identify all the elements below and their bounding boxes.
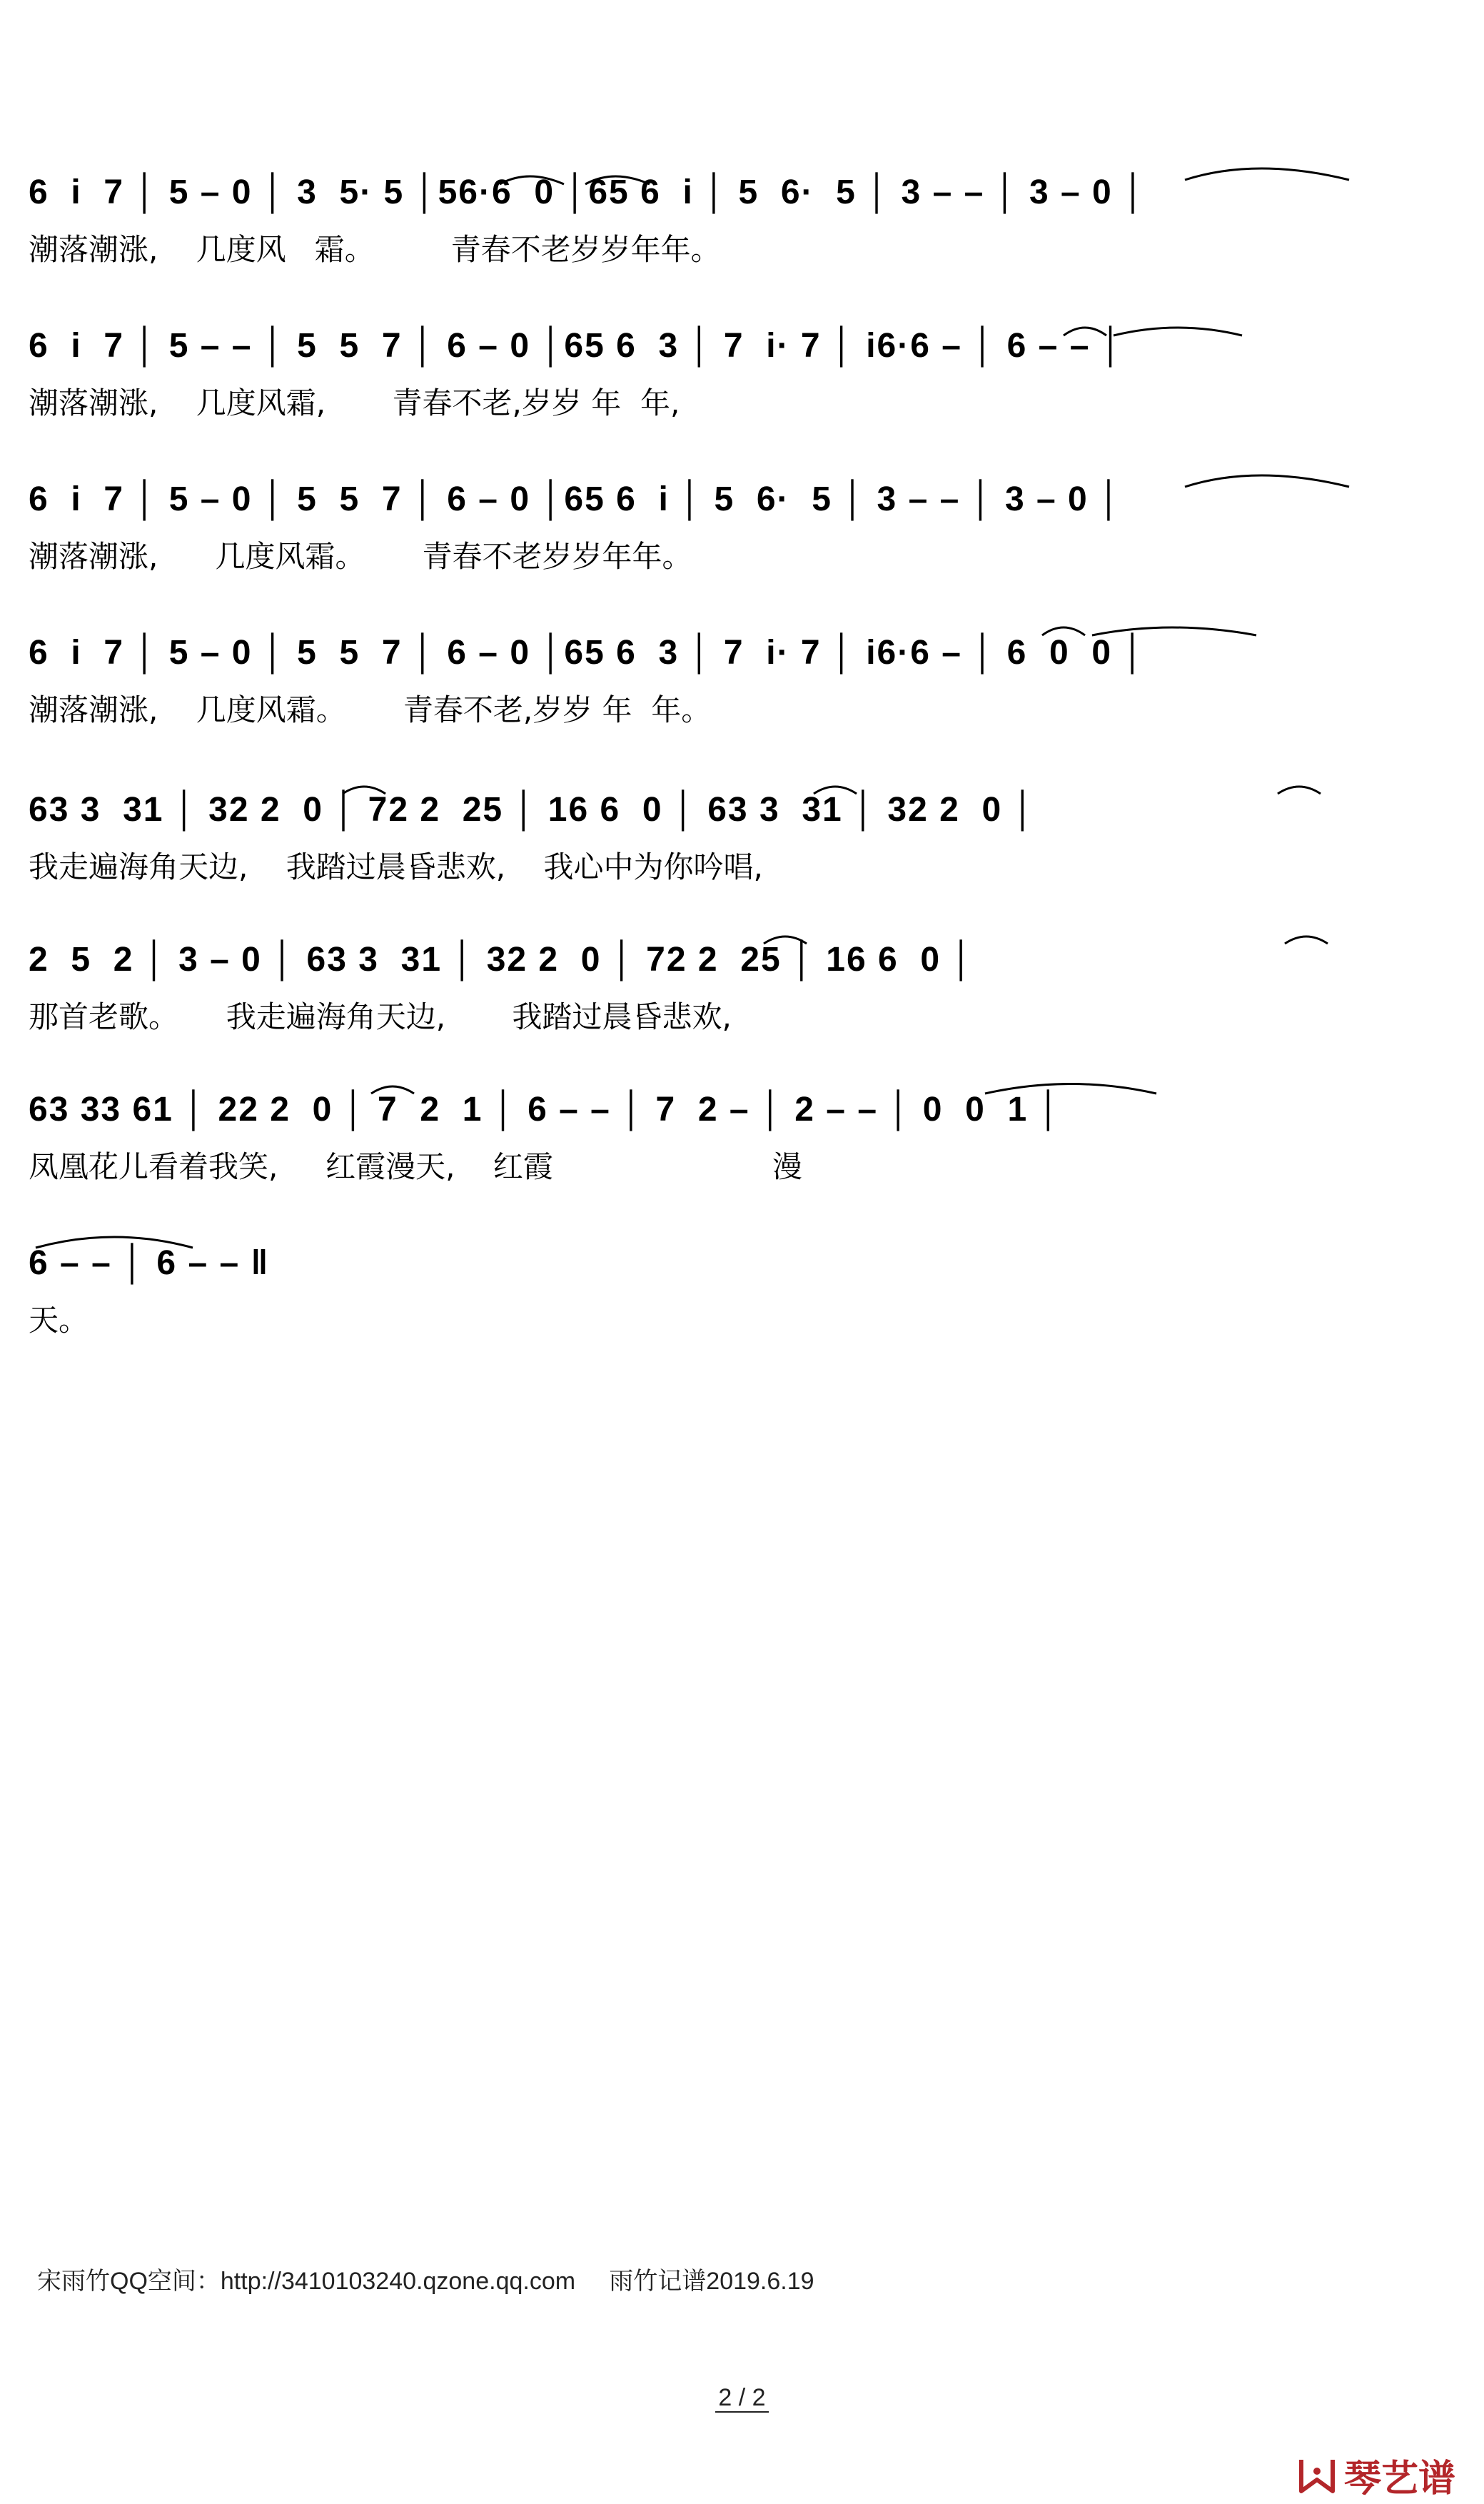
logo-icon [1296, 2455, 1338, 2495]
lyrics-line: 潮落潮涨, 几度风霜。 青春不老,岁岁 年 年。 [29, 692, 712, 727]
lyrics-line: 天。 [29, 1303, 89, 1338]
lyrics-line: 潮落潮涨, 几度风霜。 青春不老岁岁年年。 [29, 539, 692, 574]
watermark-logo [1296, 2448, 1455, 2502]
page-number [0, 2384, 1484, 2412]
notation-line: 6 i 7 │ 5 – 0 │ 3 5· 5 │56·6 0 │65 6 i │ 5 6· 5 │ 3 – – │ 3 – 0 │ [29, 173, 1147, 211]
watermark-text: 琴艺谱 [1343, 2458, 1455, 2500]
notation-line: 2 5 2 │ 3 – 0 │ 63 3 31 │ 32 2 0 │ 72 2 25 │ 16 6 0 │ [29, 941, 975, 979]
footer-credit: 宋雨竹QQ空间：http://3410103240.qzone.qq.com 雨竹记谱2019.6.19 [37, 2268, 814, 2295]
notation-line: 6 i 7 │ 5 – – │ 5 5 7 │ 6 – 0 │65 6 3 │ 7 i· 7 │ i6·6 – │ 6 – – │ [29, 327, 1124, 365]
page-number-text: 2 / 2 [715, 2384, 768, 2413]
notation-line: 6 i 7 │ 5 – 0 │ 5 5 7 │ 6 – 0 │65 6 3 │ 7 i· 7 │ i6·6 – │ 6 0 0 │ [29, 634, 1146, 672]
notation-line: 63 33 61 │ 22 2 0 │ 7 2 1 │ 6 – – │ 7 2 – │ 2 – – │ 0 0 1 │ [29, 1091, 1062, 1129]
notation-line: 6 i 7 │ 5 – 0 │ 5 5 7 │ 6 – 0 │65 6 i │ 5 6· 5 │ 3 – – │ 3 – 0 │ [29, 480, 1123, 518]
notation-line: 63 3 31 │ 32 2 0 │ 72 2 25 │ 16 6 0 │ 63 3 31 │ 32 2 0 │ [29, 791, 1036, 829]
lyrics-line: 潮落潮涨, 几度风霜, 青春不老,岁岁 年 年, [29, 385, 680, 420]
lyrics-line: 那首老歌。 我走遍海角天边, 我踏过晨昏悲欢, [29, 999, 732, 1034]
lyrics-line: 凤凰花儿看着我笑, 红霞漫天, 红霞 漫 [29, 1149, 802, 1184]
lyrics-line: 潮落潮涨, 几度风 霜。 青春不老岁岁年年。 [29, 232, 721, 267]
notation-line: 6 – – │ 6 – – ‖ [29, 1244, 270, 1282]
lyrics-line: 我走遍海角天边, 我踏过晨昏悲欢, 我心中为你吟唱, [29, 849, 763, 884]
